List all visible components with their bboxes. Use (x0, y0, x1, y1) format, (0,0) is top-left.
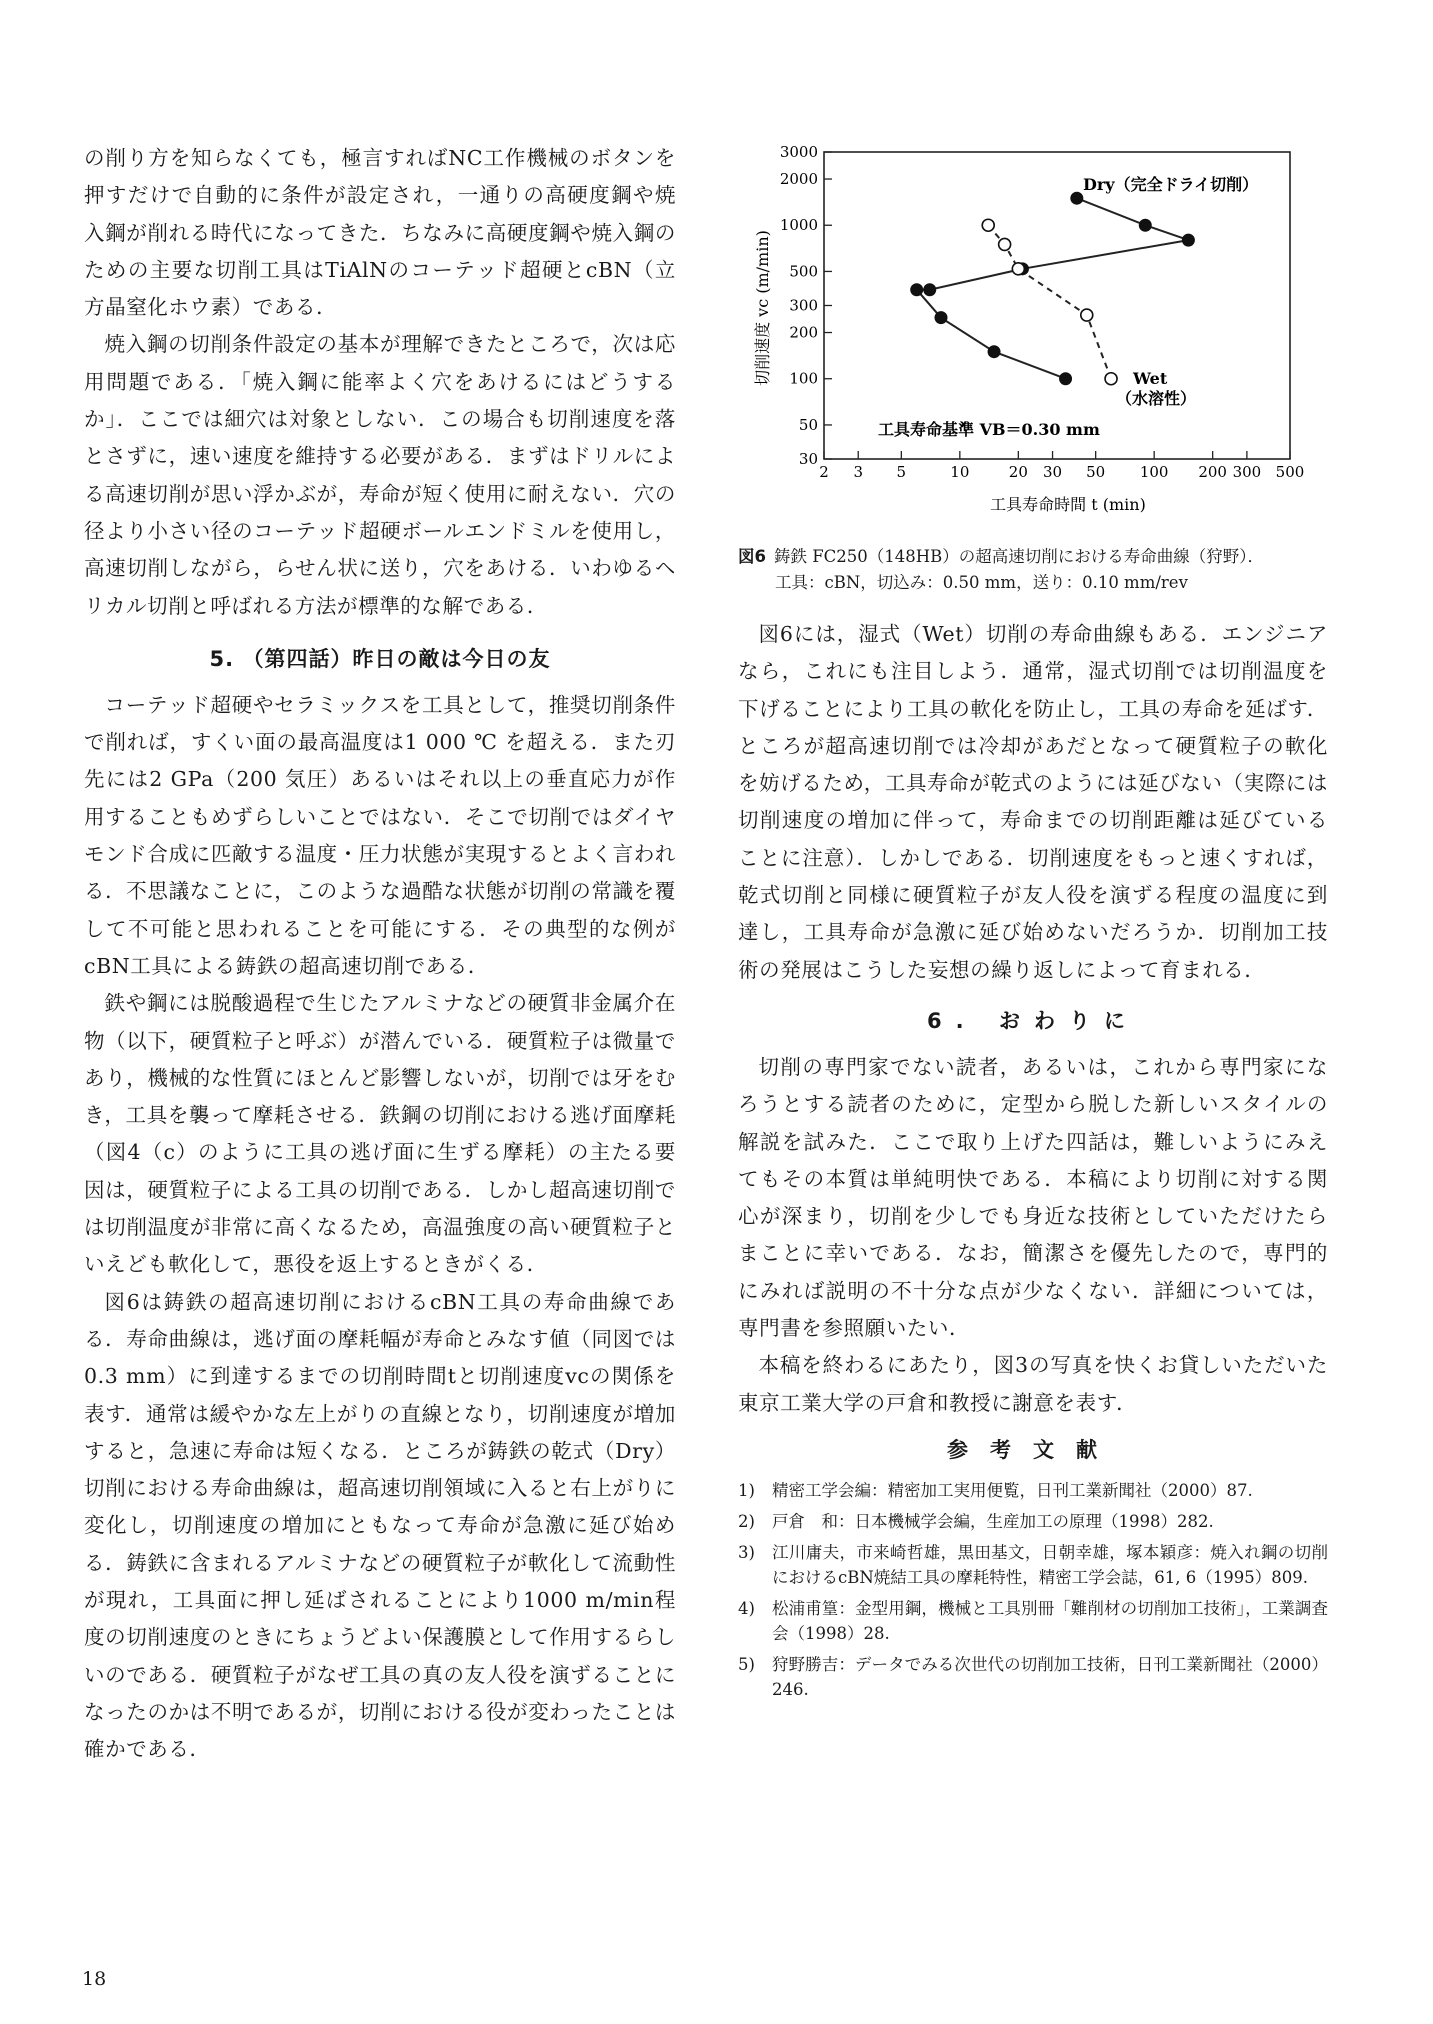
references-list (738, 1478, 1328, 1702)
reference-text: 戸倉 和：日本機械学会編，生産加工の原理（1998）282. (772, 1511, 1214, 1531)
x-tick-label: 10 (950, 463, 970, 481)
x-tick-label: 20 (1008, 463, 1028, 481)
wet-data-point (982, 219, 994, 231)
wet-data-point (1081, 309, 1093, 321)
paragraph: 焼入鋼の切削条件設定の基本が理解できたところで，次は応用問題である．「焼入鋼に能率よく穴をあけるにはどうするか」．ここでは細穴は対象としない．この場合も切削速度を落とさずに，速い速度を維持する必要がある．まずはドリルによる高速切削が思い浮かぶが，寿命が短く使用に耐えない．穴の径より小さい径のコーテッド超硬ボールエンドミルを使用し，高速切削しながら，らせん状に送り，穴をあける．いわゆるヘリカル切削と呼ばれる方法が標準的な解である． (84, 332, 676, 618)
x-tick-label: 500 (1275, 463, 1305, 481)
chart-annotation: 工具寿命基準 VB＝0.30 mm (878, 420, 1100, 439)
reference-number: 4) (738, 1598, 755, 1618)
plot-frame (824, 152, 1290, 459)
y-tick-label: 3000 (779, 143, 818, 161)
x-tick-label: 200 (1198, 463, 1227, 481)
y-axis-label: 切削速度 vc (m/min) (753, 230, 772, 386)
reference-text: 松浦甫篁：金型用鋼，機械と工具別冊「難削材の切削加工技術」，工業調査会（1998）28. (772, 1598, 1328, 1643)
reference-number: 3) (738, 1542, 755, 1562)
x-tick-label: 2 (819, 463, 829, 481)
x-tick-label: 5 (896, 463, 907, 481)
wet-data-point (1105, 373, 1117, 385)
paragraph: の削り方を知らなくても，極言すればNC工作機械のボタンを押すだけで自動的に条件が設定され，一通りの高硬度鋼や焼入鋼が削れる時代になってきた．ちなみに高硬度鋼や焼入鋼のための主要な切削工具はTiAlNのコーテッド超硬とcBN（立方晶窒化ホウ素）である． (84, 146, 676, 320)
y-tick-label: 1000 (779, 216, 818, 235)
x-axis-label: 工具寿命時間 t (min) (990, 495, 1146, 514)
reference-text: 江川庸夫，市来崎哲雄，黒田基文，日朝幸雄，塚本穎彦：焼入れ鋼の切削におけるcBN焼結工具の摩耗特性，精密工学会誌，61, 6（1995）809. (772, 1542, 1328, 1587)
reference-item (738, 1652, 1328, 1702)
section-heading-6: 6. おわりに (927, 1008, 1139, 1033)
references-heading: 参考文献 (947, 1437, 1119, 1462)
reference-text: 精密工学会編：精密加工実用便覧，日刊工業新聞社（2000）87. (772, 1480, 1253, 1500)
dry-data-point (1182, 234, 1194, 246)
section-heading-5: 5. （第四話）昨日の敵は今日の友 (209, 646, 551, 671)
y-tick-label: 300 (789, 296, 818, 315)
legend-dry: Dry（完全ドライ切削） (1083, 175, 1259, 194)
life-curve-chart (738, 138, 1328, 538)
caption-label: 図6 (738, 547, 766, 566)
reference-text: 狩野勝吉：データでみる次世代の切削加工技術，日刊工業新聞社（2000）246. (772, 1654, 1328, 1699)
paragraph: 図6には，湿式（Wet）切削の寿命曲線もある．エンジニアなら，これにも注目しよう．通常，湿式切削では切削温度を下げることにより工具の軟化を防止し，工具の寿命を延ばす．ところが超高速切削では冷却があだとなって硬質粒子の軟化を妨げるため，工具寿命が乾式のようには延びない（実際には切削速度の増加に伴って，寿命までの切削距離は延びていることに注意）．しかしである．切削速度をもっと速くすれば，乾式切削と同様に硬質粒子が友人役を演ずる程度の温度に到達し，工具寿命が急激に延び始めないだろうか．切削加工技術の発展はこうした妄想の繰り返しによって育まれる． (738, 622, 1328, 982)
reference-item (738, 1509, 1328, 1534)
reference-item (738, 1596, 1328, 1646)
paragraph: 鉄や鋼には脱酸過程で生じたアルミナなどの硬質非金属介在物（以下，硬質粒子と呼ぶ）が潜んでいる．硬質粒子は微量であり，機械的な性質にほとんど影響しないが，切削では牙をむき，工具を襲って摩耗させる．鉄鋼の切削における逃げ面摩耗（図4（c）のように工具の逃げ面に生ずる摩耗）の主たる要因は，硬質粒子による工具の切削である．しかし超高速切削では切削温度が非常に高くなるため，高温強度の高い硬質粒子といえども軟化して，悪役を返上するときがくる． (84, 991, 676, 1277)
paragraph: 図6は鋳鉄の超高速切削におけるcBN工具の寿命曲線である．寿命曲線は，逃げ面の摩耗幅が寿命とみなす値（同図では0.3 mm）に到達するまでの切削時間tと切削速度vcの関係を表す．通常は緩やかな左上がりの直線となり，切削速度が増加すると，急速に寿命は短くなる．ところが鋳鉄の乾式（Dry）切削における寿命曲線は，超高速切削領域に入ると右上がりに変化し，切削速度の増加にともなって寿命が急激に延び始める．鋳鉄に含まれるアルミナなどの硬質粒子が軟化して流動性が現れ，工具面に押し延ばされることにより1000 m/min程度の切削速度のときにちょうどよい保護膜として作用するらしいのである．硬質粒子がなぜ工具の真の友人役を演ずることになったのかは不明であるが，切削における役が変わったことは確かである． (84, 1289, 676, 1762)
dry-data-point (1060, 373, 1072, 385)
dry-data-point (988, 346, 1000, 358)
figure-caption (738, 544, 1328, 596)
y-tick-label: 200 (789, 323, 818, 342)
y-tick-label: 500 (789, 262, 818, 281)
reference-item (738, 1540, 1328, 1590)
x-tick-label: 3 (853, 463, 863, 481)
y-tick-label: 50 (798, 415, 818, 434)
paragraph: 切削の専門家でない読者，あるいは，これから専門家になろうとする読者のために，定型から脱した新しいスタイルの解説を試みた．ここで取り上げた四話は，難しいようにみえてもその本質は単純明快である．本稿により切削に対する関心が深まり，切削を少しでも身近な技術としていただけたらまことに幸いである．なお，簡潔さを優先したので，専門的にみれば説明の不十分な点が少なくない．詳細については，専門書を参照願いたい． (738, 1054, 1328, 1341)
x-tick-label: 300 (1232, 463, 1262, 481)
y-tick-label: 30 (798, 450, 818, 468)
reference-item (738, 1478, 1328, 1503)
dry-data-point (924, 284, 936, 296)
wet-data-point (999, 238, 1011, 250)
reference-number: 1) (738, 1480, 755, 1500)
page-number: 18 (82, 1968, 107, 1990)
dry-data-point (935, 312, 947, 324)
reference-number: 2) (738, 1511, 755, 1531)
dry-data-point (1071, 192, 1083, 204)
legend-wet: Wet (1133, 369, 1168, 388)
x-tick-label: 50 (1086, 463, 1106, 481)
x-tick-label: 100 (1139, 463, 1169, 481)
y-tick-label: 2000 (779, 170, 818, 189)
right-column (738, 138, 1328, 1708)
dry-data-point (1139, 219, 1151, 231)
legend-wet-sub: （水溶性） (1116, 389, 1197, 408)
caption-line2: 工具：cBN，切込み：0.50 mm，送り：0.10 mm/rev (775, 573, 1188, 592)
dry-data-point (911, 284, 923, 296)
wet-data-point (1012, 263, 1024, 275)
left-column (84, 140, 676, 1768)
figure-6 (738, 138, 1328, 538)
x-tick-label: 30 (1043, 463, 1063, 481)
caption-line1: 鋳鉄 FC250（148HB）の超高速切削における寿命曲線（狩野）． (773, 547, 1265, 566)
reference-number: 5) (738, 1654, 755, 1674)
y-tick-label: 100 (789, 369, 818, 388)
paragraph: コーテッド超硬やセラミックスを工具として，推奨切削条件で削れば，すくい面の最高温度は1 000 ℃ を超える．また刃先には2 GPa（200 気圧）あるいはそれ以上の垂直応力が作用することもめずらしいことではない．そこで切削ではダイヤモンド合成に匹敵する温度・圧力状態が実現するとよく言われる．不思議なことに，このような過酷な状態が切削の常識を覆して不可能と思われることを可能にする．その典型的な例がcBN工具による鋳鉄の超高速切削である． (84, 692, 676, 978)
paragraph: 本稿を終わるにあたり，図3の写真を快くお貸しいただいた東京工業大学の戸倉和教授に謝意を表す． (738, 1353, 1328, 1415)
